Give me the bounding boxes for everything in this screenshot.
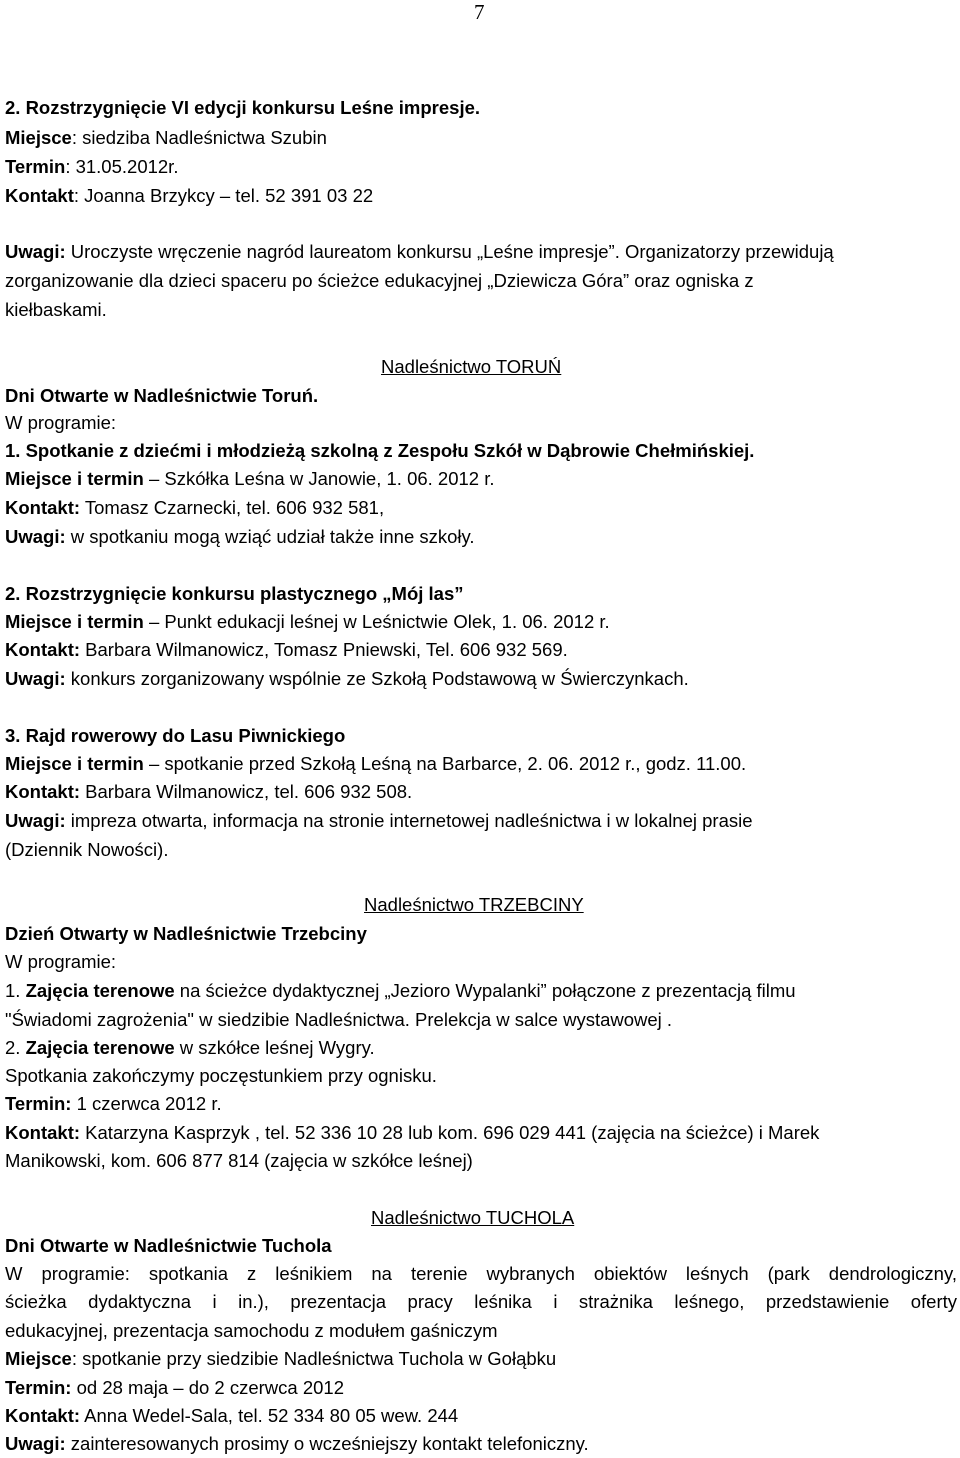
trzebciny-item1-bold: Zajęcia terenowe	[25, 980, 175, 1001]
torun-event2-notes	[5, 667, 957, 691]
torun-event2-contact-label: Kontakt:	[5, 639, 81, 660]
torun-event3-notes-value: impreza otwarta, informacja na stronie internetowej nadleśnictwa i w lokalnej prasie	[65, 810, 753, 831]
trzebciny-contact-label: Kontakt:	[5, 1122, 81, 1143]
s1-title: 2. Rozstrzygnięcie VI edycji konkursu Leśne impresje.	[5, 97, 481, 118]
torun-event2-place-value: – Punkt edukacji leśnej w Leśnictwie Olek, 1. 06. 2012 r.	[143, 611, 610, 632]
trzebciny-contact-line-2: Manikowski, kom. 606 877 814 (zajęcia w szkółce leśnej)	[5, 1150, 473, 1171]
torun-event1-contact-value: Tomasz Czarnecki, tel. 606 932 581,	[80, 497, 385, 518]
torun-title: Dni Otwarte w Nadleśnictwie Toruń.	[5, 385, 319, 406]
torun-event2-title: 2. Rozstrzygnięcie konkursu plastycznego „Mój las”	[5, 583, 464, 604]
torun-event3-title: 3. Rajd rowerowy do Lasu Piwnickiego	[5, 725, 346, 746]
trzebciny-item1-line-1	[5, 979, 957, 1003]
torun-event2-place-label: Miejsce i termin	[5, 611, 144, 632]
torun-event1-notes-label: Uwagi:	[5, 526, 66, 547]
torun-event3-notes-line-1	[5, 809, 957, 833]
trzebciny-item2	[5, 1036, 957, 1060]
torun-event3-place-label: Miejsce i termin	[5, 753, 144, 774]
tuchola-contact-label: Kontakt:	[5, 1405, 81, 1426]
trzebciny-item1-rest: na ścieżce dydaktycznej „Jezioro Wypalanki” połączone z prezentacją filmu	[174, 980, 796, 1001]
tuchola-contact	[5, 1404, 957, 1428]
tuchola-place	[5, 1347, 957, 1371]
torun-event3-contact-value: Barbara Wilmanowicz, tel. 606 932 508.	[80, 781, 413, 802]
trzebciny-program-label: W programie:	[5, 951, 117, 972]
s1-contact-value: : Joanna Brzykcy – tel. 52 391 03 22	[73, 185, 374, 206]
torun-event1-place-label: Miejsce i termin	[5, 468, 144, 489]
tuchola-place-label: Miejsce	[5, 1348, 72, 1369]
trzebciny-contact-value: Katarzyna Kasprzyk , tel. 52 336 10 28 lub kom. 696 029 441 (zajęcia na ścieżce) i Marek	[80, 1122, 820, 1143]
trzebciny-term-value: 1 czerwca 2012 r.	[71, 1093, 222, 1114]
torun-program-label: W programie:	[5, 412, 117, 433]
torun-event1-place-value: – Szkółka Leśna w Janowie, 1. 06. 2012 r.	[143, 468, 495, 489]
tuchola-heading: Nadleśnictwo TUCHOLA	[371, 1207, 575, 1228]
trzebciny-heading: Nadleśnictwo TRZEBCINY	[364, 894, 584, 915]
tuchola-program-line-3: edukacyjnej, prezentacja samochodu z modułem gaśniczym	[5, 1320, 498, 1341]
tuchola-program-line-1: W programie: spotkania z leśnikiem na terenie wybranych obiektów leśnych (park dendrologiczny,	[5, 1263, 957, 1284]
trzebciny-item1-number: 1.	[5, 980, 26, 1001]
trzebciny-item1-line-2: "Świadomi zagrożenia" w siedzibie Nadleśnictwa. Prelekcja w salce wystawowej .	[5, 1009, 673, 1030]
torun-event2-notes-label: Uwagi:	[5, 668, 66, 689]
tuchola-program-line-2: ścieżka dydaktyczna i in.), prezentacja pracy leśnika i strażnika leśnego, przedstawienie oferty	[5, 1291, 957, 1312]
tuchola-term-value: od 28 maja – do 2 czerwca 2012	[71, 1377, 345, 1398]
torun-event3-notes-label: Uwagi:	[5, 810, 66, 831]
s1-contact-label: Kontakt	[5, 185, 74, 206]
torun-event1-contact	[5, 496, 957, 520]
torun-event2-contact-value: Barbara Wilmanowicz, Tomasz Pniewski, Tel. 606 932 569.	[80, 639, 568, 660]
torun-event1-title: 1. Spotkanie z dziećmi i młodzieżą szkolną z Zespołu Szkół w Dąbrowie Chełmińskiej.	[5, 440, 755, 461]
s1-contact	[5, 184, 957, 208]
torun-event2-notes-value: konkurs zorganizowany wspólnie ze Szkołą Podstawową w Świerczynkach.	[65, 668, 689, 689]
s1-place-value: : siedziba Nadleśnictwa Szubin	[71, 127, 327, 148]
torun-event3-place-value: – spotkanie przed Szkołą Leśną na Barbarce, 2. 06. 2012 r., godz. 11.00.	[143, 753, 747, 774]
torun-event3-contact	[5, 780, 957, 804]
trzebciny-term	[5, 1092, 957, 1116]
page-number: 7	[474, 0, 485, 24]
torun-event1-notes-value: w spotkaniu mogą wziąć udział także inne szkoły.	[65, 526, 475, 547]
torun-event3-contact-label: Kontakt:	[5, 781, 81, 802]
torun-heading: Nadleśnictwo TORUŃ	[381, 356, 562, 377]
tuchola-notes	[5, 1432, 957, 1456]
tuchola-notes-value: zainteresowanych prosimy o wcześniejszy kontakt telefoniczny.	[65, 1433, 589, 1454]
s1-place	[5, 126, 957, 150]
s1-notes-line-1	[5, 240, 957, 264]
torun-event1-notes	[5, 525, 957, 549]
trzebciny-term-label: Termin:	[5, 1093, 72, 1114]
s1-notes-line-3: kiełbaskami.	[5, 299, 107, 320]
torun-event2-contact	[5, 638, 957, 662]
tuchola-title: Dni Otwarte w Nadleśnictwie Tuchola	[5, 1235, 332, 1256]
trzebciny-title: Dzień Otwarty w Nadleśnictwie Trzebciny	[5, 923, 367, 944]
torun-event3-notes-line-2: (Dziennik Nowości).	[5, 839, 169, 860]
tuchola-notes-label: Uwagi:	[5, 1433, 66, 1454]
s1-term	[5, 155, 957, 179]
tuchola-contact-value: Anna Wedel-Sala, tel. 52 334 80 05 wew. 244	[80, 1405, 459, 1426]
torun-event1-place	[5, 467, 957, 491]
s1-term-label: Termin	[5, 156, 66, 177]
s1-place-label: Miejsce	[5, 127, 72, 148]
trzebciny-item2-rest: w szkółce leśnej Wygry.	[174, 1037, 375, 1058]
s1-notes-label: Uwagi:	[5, 241, 66, 262]
tuchola-place-value: : spotkanie przy siedzibie Nadleśnictwa Tuchola w Gołąbku	[71, 1348, 557, 1369]
torun-event2-place	[5, 610, 957, 634]
trzebciny-item2-bold: Zajęcia terenowe	[25, 1037, 175, 1058]
tuchola-term	[5, 1376, 957, 1400]
trzebciny-item2-number: 2.	[5, 1037, 26, 1058]
s1-term-value: : 31.05.2012r.	[65, 156, 179, 177]
s1-notes-line-2: zorganizowanie dla dzieci spaceru po ścieżce edukacyjnej „Dziewicza Góra” oraz ogniska z	[5, 270, 754, 291]
trzebciny-contact-line-1	[5, 1121, 957, 1145]
s1-notes-text: Uroczyste wręczenie nagród laureatom konkursu „Leśne impresje”. Organizatorzy przewidują	[65, 241, 834, 262]
torun-event3-place	[5, 752, 957, 776]
torun-event1-contact-label: Kontakt:	[5, 497, 81, 518]
tuchola-term-label: Termin:	[5, 1377, 72, 1398]
trzebciny-closing: Spotkania zakończymy poczęstunkiem przy ognisku.	[5, 1065, 437, 1086]
